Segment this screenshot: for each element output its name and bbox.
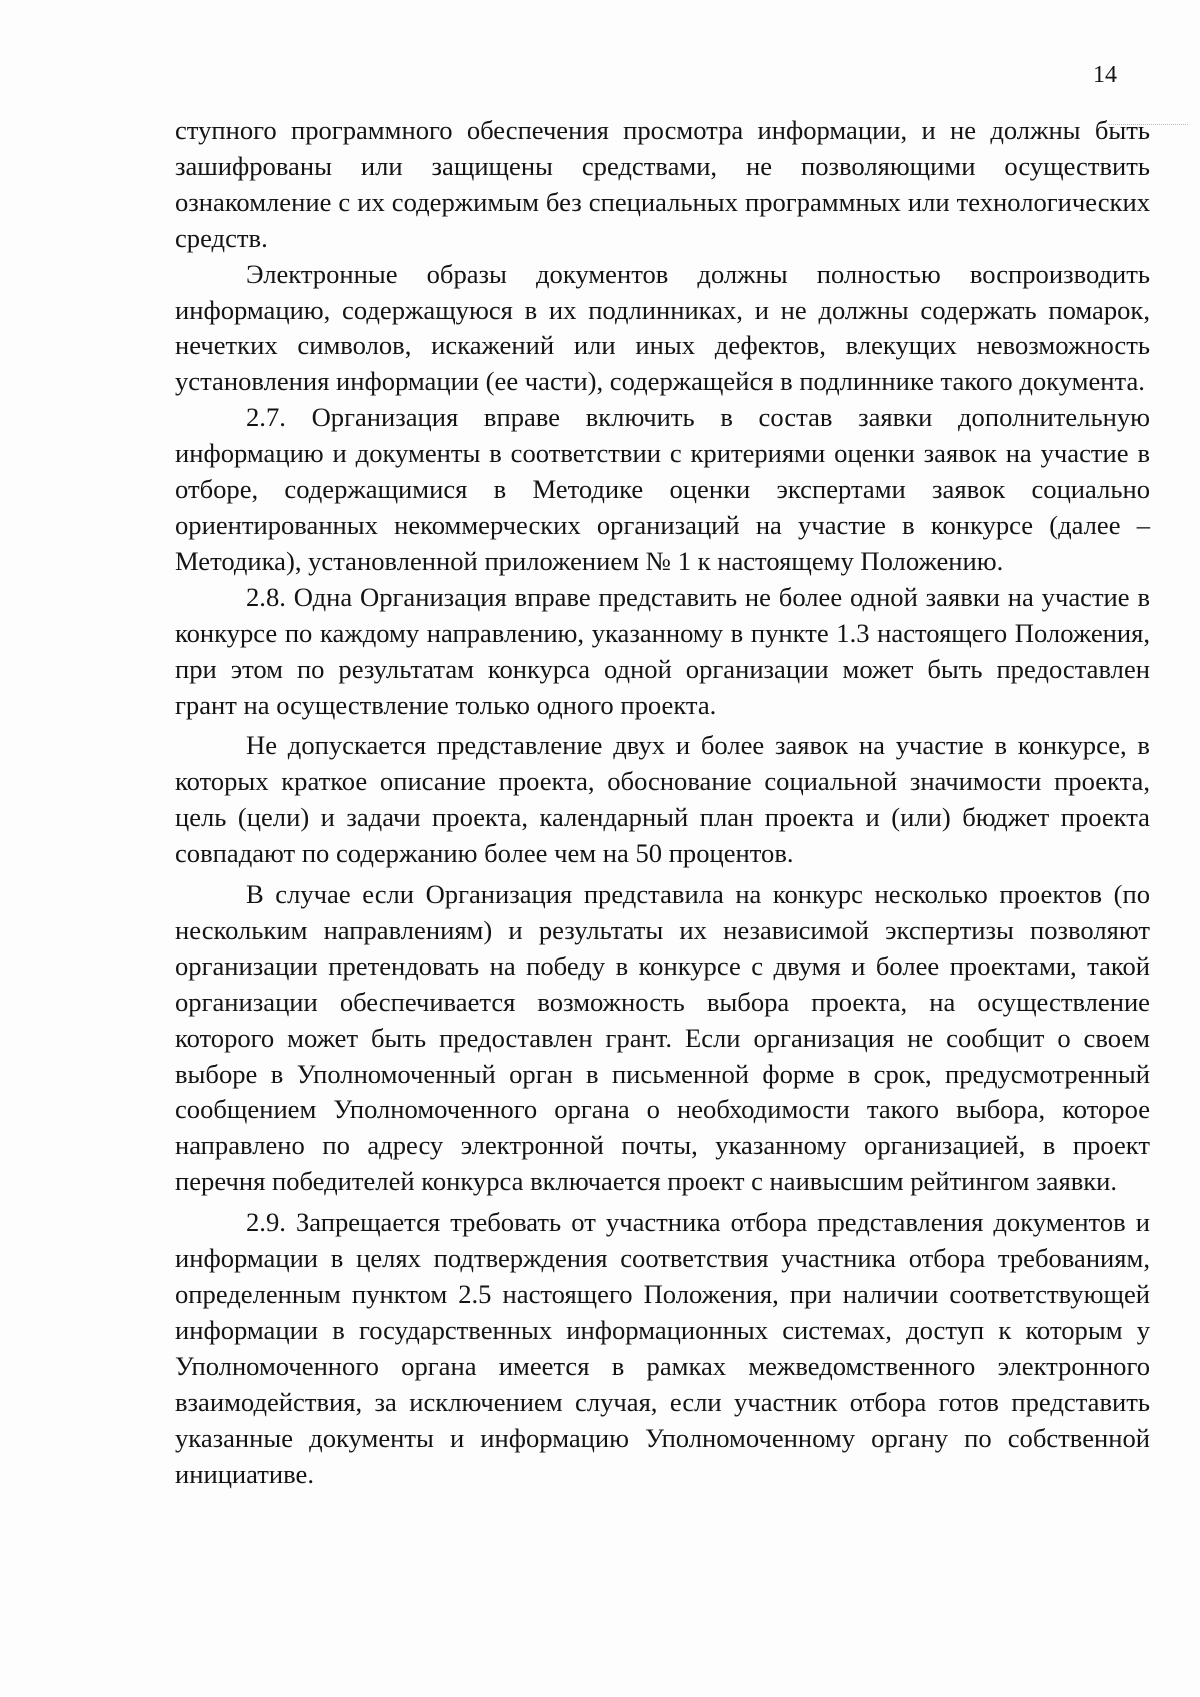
paragraph-continued: ступного программного обеспечения просмотра информации, и не должны быть зашифрованы или защищены средствами, не позволяющими осуществить ознакомление с их содержимым без специальных программных или технологических средств. xyxy=(175,115,1150,253)
paragraph-clause-2-8: 2.8. Одна Организация вправе представить не более одной заявки на участие в конкурсе по каждому направлению, указанному в пункте 1.3 настоящего Положения, при этом по результатам конкурса одной организации может быть предоставлен грант на осуществление только одного проекта. xyxy=(175,581,1150,720)
paragraph-duplicate-applications: Не допускается представление двух и более заявок на участие в конкурсе, в которых краткое описание проекта, обоснование социальной значимости проекта, цель (цели) и задачи проекта, календарный план проекта и (или) бюджет проекта совпадают по содержанию более чем на 50 процентов. xyxy=(175,730,1150,869)
page-number: 14 xyxy=(1093,62,1117,88)
paragraph-clause-2-7: 2.7. Организация вправе включить в состав заявки дополнительную информацию и документы в соответствии с критериями оценки заявок на участие в отборе, содержащимися в Методике оценки экспертами заявок социально ориентированных некоммерческих организаций на участие в конкурсе (далее – Методика), установленной приложением № 1 к настоящему Положению. xyxy=(175,402,1150,576)
paragraph-clause-2-9: 2.9. Запрещается требовать от участника отбора представления документов и информации в целях подтверждения соответствия участника отбора требованиям, определенным пунктом 2.5 настоящего Положения, при наличии соответствующей информации в государственных информационных системах, доступ к которым у Уполномоченного органа имеется в рамках межведомственного электронного взаимодействия, за исключением случая, если участник отбора готов представить указанные документы и информацию Уполномоченному органу по собственной инициативе. xyxy=(175,1207,1150,1489)
document-body xyxy=(175,113,1150,1492)
paragraph-multiple-projects: В случае если Организация представила на конкурс несколько проектов (по нескольким направлениям) и результаты их независимой экспертизы позволяют организации претендовать на победу в конкурсе с двумя и более проектами, такой организации обеспечивается возможность выбора проекта, на осуществление которого может быть предоставлен грант. Если организация не сообщит о своем выборе в Уполномоченный орган в письменной форме в срок, предусмотренный сообщением Уполномоченного органа о необходимости такого выбора, которое направлено по адресу электронной почты, указанному организацией, в проект перечня победителей конкурса включается проект с наивысшим рейтингом заявки. xyxy=(175,879,1150,1197)
paragraph-electronic-images: Электронные образы документов должны полностью воспроизводить информацию, содержащуюся в их подлинниках, и не должны содержать помарок, нечетких символов, искажений или иных дефектов, влекущих невозможность установления информации (ее части), содержащейся в подлиннике такого документа. xyxy=(175,258,1150,397)
